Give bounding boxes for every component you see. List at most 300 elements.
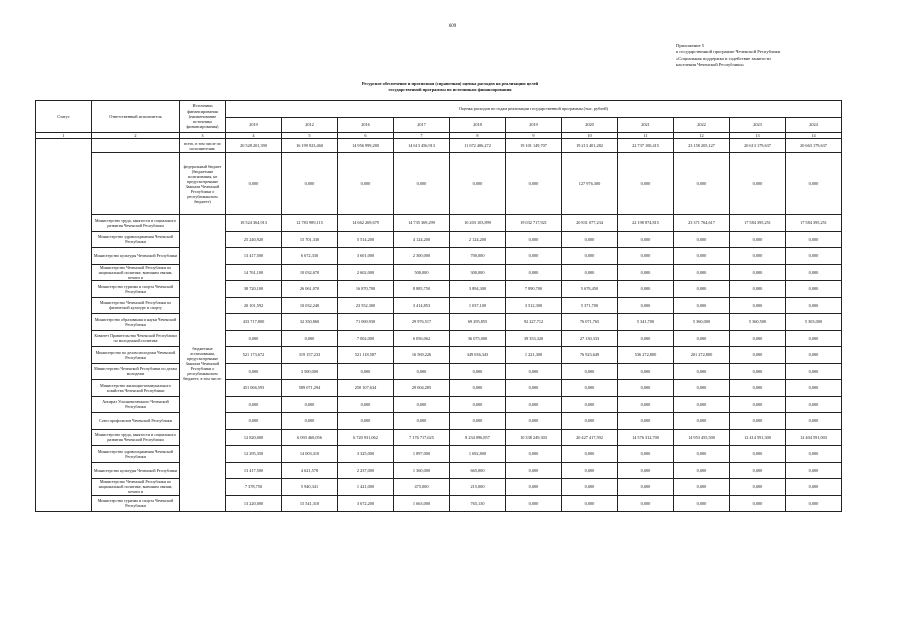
table-row (36, 139, 842, 153)
table-body (36, 139, 842, 512)
value-cell: 15 701,330 (282, 231, 338, 248)
table-row (36, 363, 842, 380)
appendix-line: населения Чеченской Республики» (676, 62, 745, 68)
value-cell: 0,000 (674, 396, 730, 413)
value-cell: 0,000 (730, 495, 786, 512)
year-header: 2021 (618, 118, 674, 133)
value-cell: 0,000 (618, 297, 674, 314)
value-cell: 39 353,320 (506, 330, 562, 347)
value-cell: 0,000 (394, 413, 450, 430)
value-cell: 0,000 (786, 248, 842, 265)
table-row (36, 281, 842, 298)
value-cell: 0,000 (730, 248, 786, 265)
value-cell: 0,000 (282, 396, 338, 413)
source-cell: всего, в том числе по исполнителям: (180, 139, 226, 153)
value-cell: 589 071,294 (282, 380, 338, 397)
value-cell: 16 199 923,460 (282, 139, 338, 153)
value-cell: 7 378,750 (226, 479, 282, 496)
value-cell: 0,000 (674, 264, 730, 281)
executor-cell: Министерство Чеченской Республики по делам молодежи (92, 363, 180, 380)
header-row (36, 101, 842, 118)
executor-cell: Аппарат Уполномоченного Чеченской Республики (92, 396, 180, 413)
executor-cell: Министерство здравоохранения Чеченской Республики (92, 446, 180, 463)
value-cell: 521 173,672 (226, 347, 282, 364)
value-cell: 0,000 (730, 153, 786, 215)
executor-cell (92, 153, 180, 215)
value-cell: 0,000 (506, 153, 562, 215)
value-cell: 0,000 (618, 413, 674, 430)
appendix-line: «Социальная поддержка и содействие занятости (676, 55, 771, 61)
value-cell: 0,000 (338, 363, 394, 380)
value-cell: 0,000 (786, 330, 842, 347)
value-cell: 0,000 (786, 479, 842, 496)
value-cell: 0,000 (674, 330, 730, 347)
value-cell: 0,000 (618, 380, 674, 397)
value-cell: 14 613 456,913 (394, 139, 450, 153)
value-cell: 23 158 205,127 (674, 139, 730, 153)
value-cell: 2 124,200 (450, 231, 506, 248)
value-cell: 69 295,855 (450, 314, 506, 331)
table-row (36, 479, 842, 496)
table-row (36, 297, 842, 314)
value-cell: 0,000 (562, 264, 618, 281)
value-cell: 0,000 (730, 413, 786, 430)
column-number: 4 (226, 133, 282, 139)
value-cell: 215,000 (450, 479, 506, 496)
value-cell: 0,000 (506, 396, 562, 413)
year-header: 2012 (282, 118, 338, 133)
value-cell: 5 371,700 (562, 297, 618, 314)
value-cell: 15 541,310 (282, 495, 338, 512)
value-cell: 0,000 (394, 363, 450, 380)
value-cell: 19 101 149,707 (506, 139, 562, 153)
value-cell: 0,000 (394, 396, 450, 413)
value-cell: 13 220,000 (226, 495, 282, 512)
value-cell: 0,000 (786, 380, 842, 397)
executor-cell: Министерство туризма и спорта Чеченской Республики (92, 281, 180, 298)
value-cell: 0,000 (506, 446, 562, 463)
value-cell: 20 528 201,390 (226, 139, 282, 153)
value-cell: 0,000 (562, 446, 618, 463)
value-cell: 10 032,670 (282, 264, 338, 281)
value-cell: 250 107,634 (338, 380, 394, 397)
value-cell: 0,000 (226, 153, 282, 215)
value-cell: 16 870,700 (338, 281, 394, 298)
value-cell: 5 940,341 (282, 479, 338, 496)
value-cell: 0,000 (618, 462, 674, 479)
value-cell: 1 421,000 (338, 479, 394, 496)
value-cell: 0,000 (618, 264, 674, 281)
value-cell: 0,000 (730, 380, 786, 397)
executor-cell: Министерство Чеченской Республики по физической культуре и спорту (92, 297, 180, 314)
value-cell: 3 325,000 (338, 446, 394, 463)
value-cell: 0,000 (562, 413, 618, 430)
value-cell: 10 203 103,899 (450, 215, 506, 232)
value-cell: 0,000 (618, 248, 674, 265)
value-cell: 0,000 (674, 479, 730, 496)
value-cell: 5 678,450 (562, 281, 618, 298)
title-line: государственной программы по источникам финансирования (388, 87, 512, 93)
value-cell: 7 176 717,625 (394, 429, 450, 446)
table-row (36, 330, 842, 347)
executor-cell: Союз профсоюзов Чеченской Республики (92, 413, 180, 430)
table-row (36, 264, 842, 281)
value-cell: 0,000 (786, 363, 842, 380)
value-cell: 12 820,000 (226, 429, 282, 446)
table-row (36, 153, 842, 215)
value-cell: 0,000 (786, 153, 842, 215)
value-cell: 6 720 931,062 (338, 429, 394, 446)
table-row (36, 429, 842, 446)
appendix-line: к государственной программе Чеченской Республики (676, 49, 781, 55)
header-executor: Ответственный исполнитель (92, 101, 180, 133)
value-cell: 0,000 (226, 363, 282, 380)
value-cell: 0,000 (506, 363, 562, 380)
value-cell: 0,000 (450, 413, 506, 430)
value-cell: 1 663,000 (394, 495, 450, 512)
page-number: 609 (448, 24, 457, 29)
value-cell: 0,000 (338, 153, 394, 215)
value-cell: 0,000 (730, 231, 786, 248)
value-cell: 1 897,000 (394, 446, 450, 463)
value-cell: 536 272,800 (618, 347, 674, 364)
value-cell: 3 894,300 (450, 281, 506, 298)
title-line: Ресурсное обеспечение и прогнозная (справочная) оценка расходов на реализацию целей (361, 81, 539, 86)
executor-cell: Министерство туризма и спорта Чеченской Республики (92, 495, 180, 512)
value-cell: 7 002,000 (338, 330, 394, 347)
value-cell: 349 036,343 (450, 347, 506, 364)
value-cell: 22 198 874,815 (618, 215, 674, 232)
source-cell: бюджетные ассигнования, предусмотренные Законом Чеченской Республики о республиканском бюджете, в том числе: (180, 215, 226, 512)
header-status: Статус (36, 101, 92, 133)
value-cell: 0,000 (450, 153, 506, 215)
executor-cell: Министерство жилищно-коммунального хозяйства Чеченской Республики (92, 380, 180, 397)
value-cell: 2 602,000 (338, 264, 394, 281)
value-cell: 0,000 (506, 380, 562, 397)
table-row (36, 215, 842, 232)
executor-cell: Министерство труда, занятости и социального развития Чеченской Республики (92, 429, 180, 446)
value-cell: 0,000 (562, 462, 618, 479)
document-title (150, 81, 750, 93)
column-number: 8 (450, 133, 506, 139)
value-cell: 14 662 269,679 (338, 215, 394, 232)
value-cell: 0,000 (786, 281, 842, 298)
value-cell: 16 569,226 (394, 347, 450, 364)
value-cell: 4 621,578 (282, 462, 338, 479)
column-number: 10 (562, 133, 618, 139)
value-cell: 0,000 (338, 413, 394, 430)
value-cell: 0,000 (730, 330, 786, 347)
year-header: 2019 (506, 118, 562, 133)
value-cell: 451 066,593 (226, 380, 282, 397)
value-cell: 0,000 (730, 347, 786, 364)
value-cell: 26 061,070 (282, 281, 338, 298)
value-cell: 29 976,517 (394, 314, 450, 331)
value-cell: 12 783 989,115 (282, 215, 338, 232)
value-cell: 319 157,233 (282, 347, 338, 364)
value-cell: 20 663 179,637 (786, 139, 842, 153)
appendix-line: Приложение 5 (676, 43, 705, 48)
executor-cell (92, 139, 180, 153)
table-row (36, 495, 842, 512)
value-cell: 0,000 (394, 153, 450, 215)
value-cell: 0,000 (674, 297, 730, 314)
value-cell: 76 071,765 (562, 314, 618, 331)
value-cell: 0,000 (618, 363, 674, 380)
value-cell: 0,000 (450, 363, 506, 380)
value-cell: 0,000 (786, 231, 842, 248)
value-cell: 19 032 717,921 (506, 215, 562, 232)
year-header: 2024 (786, 118, 842, 133)
value-cell: 0,000 (338, 396, 394, 413)
value-cell: 300,000 (450, 264, 506, 281)
value-cell: 500,000 (394, 264, 450, 281)
year-header: 2016 (338, 118, 394, 133)
value-cell: 20 427 417,592 (562, 429, 618, 446)
value-cell: 433 717,800 (226, 314, 282, 331)
value-cell: 38 720,100 (226, 281, 282, 298)
value-cell: 10 032,240 (282, 297, 338, 314)
value-cell: 0,000 (674, 462, 730, 479)
column-number: 6 (338, 133, 394, 139)
value-cell: 17 584 395,251 (730, 215, 786, 232)
value-cell: 0,000 (786, 297, 842, 314)
value-cell: 18 524 364,913 (226, 215, 282, 232)
table-row (36, 413, 842, 430)
column-number: 14 (786, 133, 842, 139)
value-cell: 3 500,000 (282, 363, 338, 380)
value-cell: 0,000 (786, 264, 842, 281)
value-cell: 0,000 (562, 248, 618, 265)
column-number: 13 (730, 133, 786, 139)
value-cell: 127 976,300 (562, 153, 618, 215)
value-cell: 25 240,920 (226, 231, 282, 248)
value-cell: 0,000 (506, 413, 562, 430)
value-cell: 0,000 (786, 446, 842, 463)
value-cell: 12 404 591,003 (786, 429, 842, 446)
executor-cell: Министерство труда, занятости и социального развития Чеченской Республики (92, 215, 180, 232)
table-row (36, 314, 842, 331)
value-cell: 0,000 (506, 495, 562, 512)
value-cell: 92 227,712 (506, 314, 562, 331)
value-cell: 3 414,853 (394, 297, 450, 314)
value-cell: 475,000 (394, 479, 450, 496)
value-cell: 13 417,500 (226, 462, 282, 479)
year-header: 2020 (562, 118, 618, 133)
value-cell: 0,000 (786, 495, 842, 512)
value-cell: 11 672 406,272 (450, 139, 506, 153)
executor-cell: Министерство Чеченской Республики по национальной политике, внешним связям, печати и (92, 479, 180, 496)
executor-cell: Министерство образования и науки Чеченской Республики (92, 314, 180, 331)
value-cell: 3 512,300 (506, 297, 562, 314)
value-cell: 0,000 (562, 479, 618, 496)
value-cell: 14 003,310 (282, 446, 338, 463)
header-source: Источники финансирования (наименование источника финансирования) (180, 101, 226, 133)
value-cell: 2 300,000 (394, 248, 450, 265)
value-cell: 0,000 (282, 413, 338, 430)
value-cell: 0,000 (506, 462, 562, 479)
value-cell: 23 552,300 (338, 297, 394, 314)
value-cell: 29 004,285 (394, 380, 450, 397)
executor-cell: Министерство культуры Чеченской Республики (92, 462, 180, 479)
value-cell: 0,000 (562, 363, 618, 380)
value-cell: 10 338 249,303 (506, 429, 562, 446)
column-number: 5 (282, 133, 338, 139)
value-cell: 0,000 (730, 396, 786, 413)
value-cell: 19 213 401,282 (562, 139, 618, 153)
value-cell: 0,000 (786, 462, 842, 479)
value-cell: 0,000 (226, 413, 282, 430)
value-cell: 0,000 (282, 153, 338, 215)
value-cell: 201 272,800 (674, 347, 730, 364)
value-cell: 0,000 (282, 330, 338, 347)
value-cell: 0,000 (786, 413, 842, 430)
value-cell: 0,000 (730, 479, 786, 496)
value-cell: 700,000 (450, 248, 506, 265)
value-cell: 12 414 591,300 (730, 429, 786, 446)
value-cell: 27 130,333 (562, 330, 618, 347)
value-cell: 0,000 (618, 281, 674, 298)
status-cell (36, 139, 92, 512)
value-cell: 0,000 (730, 363, 786, 380)
value-cell: 0,000 (674, 413, 730, 430)
value-cell: 76 923,649 (562, 347, 618, 364)
value-cell: 0,000 (674, 281, 730, 298)
value-cell: 0,000 (618, 446, 674, 463)
value-cell: 0,000 (674, 231, 730, 248)
table-row (36, 231, 842, 248)
value-cell: 0,000 (618, 495, 674, 512)
value-cell: 8 234 096,857 (450, 429, 506, 446)
column-number: 9 (506, 133, 562, 139)
value-cell: 521 118,587 (338, 347, 394, 364)
value-cell: 0,000 (730, 462, 786, 479)
value-cell: 0,000 (674, 380, 730, 397)
value-cell: 665,000 (450, 462, 506, 479)
value-cell: 6 056,062 (394, 330, 450, 347)
year-header: 2017 (394, 118, 450, 133)
column-number: 12 (674, 133, 730, 139)
value-cell: 5 360,000 (674, 314, 730, 331)
executor-cell: Комитет Правительства Чеченской Республики по молодежной политике (92, 330, 180, 347)
value-cell: 0,000 (786, 396, 842, 413)
column-number: 3 (180, 133, 226, 139)
value-cell: 3 601,000 (338, 248, 394, 265)
column-number: 1 (36, 133, 92, 139)
value-cell: 0,000 (786, 347, 842, 364)
value-cell: 0,000 (730, 297, 786, 314)
table-row (36, 248, 842, 265)
value-cell: 13 417,500 (226, 248, 282, 265)
value-cell: 17 584 395,251 (786, 215, 842, 232)
value-cell: 0,000 (506, 479, 562, 496)
year-header: 2018 (450, 118, 506, 133)
value-cell: 0,000 (730, 446, 786, 463)
table-row (36, 347, 842, 364)
value-cell: 5 360,500 (730, 314, 786, 331)
value-cell: 8 885,750 (394, 281, 450, 298)
value-cell: 0,000 (226, 396, 282, 413)
value-cell: 1 221,300 (506, 347, 562, 364)
value-cell: 0,000 (562, 380, 618, 397)
year-header: 2022 (674, 118, 730, 133)
appendix-block (676, 43, 780, 69)
value-cell: 20 613 179,637 (730, 139, 786, 153)
value-cell: 4 124,200 (394, 231, 450, 248)
value-cell: 0,000 (450, 396, 506, 413)
executor-cell: Министерство здравоохранения Чеченской Республики (92, 231, 180, 248)
value-cell: 6 672,330 (282, 248, 338, 265)
value-cell: 0,000 (674, 248, 730, 265)
value-cell: 0,000 (730, 264, 786, 281)
value-cell: 0,000 (618, 153, 674, 215)
value-cell: 6 093 460,056 (282, 429, 338, 446)
value-cell: 5 303,000 (786, 314, 842, 331)
table-row (36, 446, 842, 463)
value-cell: 20 101,592 (226, 297, 282, 314)
column-number: 2 (92, 133, 180, 139)
value-cell: 14 735 369,299 (394, 215, 450, 232)
table-row (36, 462, 842, 479)
value-cell: 1 037,100 (450, 297, 506, 314)
value-cell: 0,000 (618, 330, 674, 347)
value-cell: 0,000 (674, 363, 730, 380)
value-cell: 0,000 (674, 446, 730, 463)
value-cell: 7 890,700 (506, 281, 562, 298)
value-cell: 20 831 077,234 (562, 215, 618, 232)
year-header: 2023 (730, 118, 786, 133)
value-cell: 0,000 (674, 153, 730, 215)
value-cell: 1 692,800 (450, 446, 506, 463)
value-cell: 5 341,700 (618, 314, 674, 331)
header-estimate: Оценка расходов по годам реализации государственной программы (тыс. рублей) (226, 101, 842, 118)
value-cell: 0,000 (618, 231, 674, 248)
value-cell: 32 350,860 (282, 314, 338, 331)
value-cell: 0,000 (730, 281, 786, 298)
value-cell: 36 075,000 (450, 330, 506, 347)
value-cell: 0,000 (506, 231, 562, 248)
value-cell: 0,000 (674, 495, 730, 512)
value-cell: 23 371 764,617 (674, 215, 730, 232)
executor-cell: Министерство культуры Чеченской Республики (92, 248, 180, 265)
value-cell: 14 953 455,500 (674, 429, 730, 446)
value-cell: 0,000 (562, 396, 618, 413)
column-number: 11 (618, 133, 674, 139)
value-cell: 2 237,000 (338, 462, 394, 479)
value-cell: 0,000 (562, 231, 618, 248)
value-cell: 3 672,200 (338, 495, 394, 512)
value-cell: 0,000 (506, 248, 562, 265)
executor-cell: Министерство Чеченской Республики по национальной политике, внешним связям, печати и (92, 264, 180, 281)
value-cell: 14 761,100 (226, 264, 282, 281)
table-row (36, 396, 842, 413)
value-cell: 14 956 999,280 (338, 139, 394, 153)
value-cell: 71 069,930 (338, 314, 394, 331)
value-cell: 0,000 (618, 479, 674, 496)
value-cell: 12 295,350 (226, 446, 282, 463)
column-number: 7 (394, 133, 450, 139)
value-cell: 0,000 (506, 264, 562, 281)
value-cell: 0,000 (618, 396, 674, 413)
value-cell: 1 360,000 (394, 462, 450, 479)
value-cell: 5 514,200 (338, 231, 394, 248)
year-header: 2019 (226, 118, 282, 133)
source-cell: федеральный бюджет (бюджетные ассигнования, не предусмотренные Законом Чеченской Республики о республиканском бюджете) (180, 153, 226, 215)
value-cell: 22 737 100,415 (618, 139, 674, 153)
value-cell: 0,000 (226, 330, 282, 347)
value-cell: 14 576 312,700 (618, 429, 674, 446)
resource-table (35, 100, 842, 512)
